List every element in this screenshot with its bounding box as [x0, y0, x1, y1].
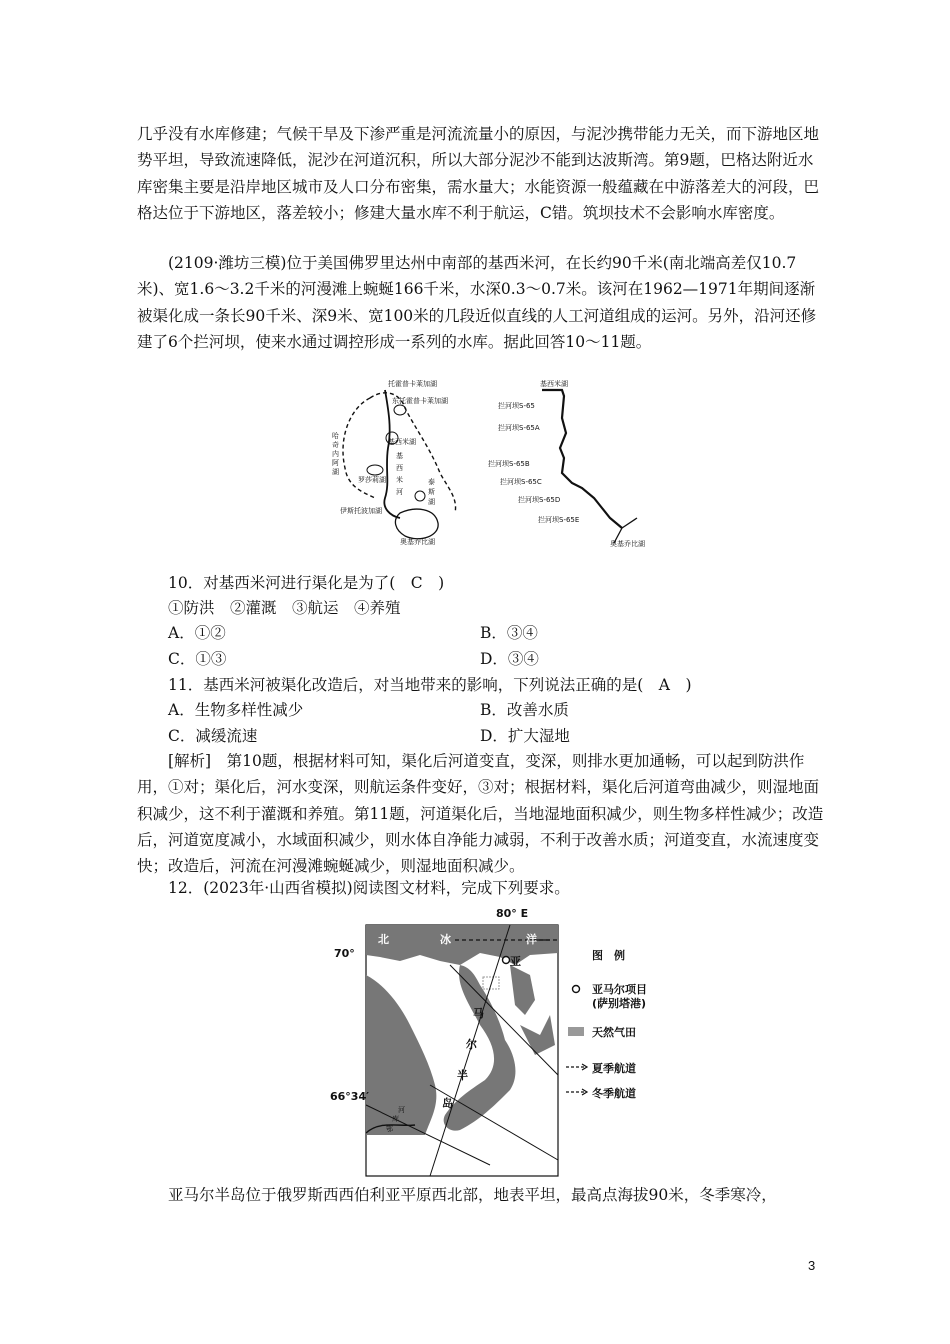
- map2-label: 拦河坝S-65C: [500, 478, 542, 486]
- map3-peninsula: 岛: [442, 1097, 453, 1110]
- map3-lat70: 70°: [334, 947, 355, 960]
- legend-title: 图 例: [592, 949, 625, 962]
- q11-option-c[interactable]: C．减缓流速: [168, 727, 258, 745]
- map1-label: 奥基乔比湖: [400, 538, 435, 546]
- map1-label: 泰: [428, 478, 435, 486]
- q12-stem: 12．(2023年·山西省模拟)阅读图文材料，完成下列要求。: [168, 879, 570, 897]
- legend-gas: 天然气田: [592, 1026, 636, 1039]
- map2-label: 拦河坝S-65: [498, 402, 535, 410]
- map1-label: 河: [396, 488, 403, 496]
- kissimmee-basin-map: [330, 378, 470, 548]
- legend-project-port: (萨别塔港): [592, 997, 647, 1010]
- map3-peninsula: 半: [457, 1069, 468, 1082]
- map1-label: 罗莎莉湖: [358, 476, 386, 484]
- gas-field-icon: [568, 1027, 584, 1036]
- map1-label: 东托霍普卡莱加湖: [392, 397, 448, 405]
- map1-label: 哈: [332, 432, 339, 440]
- map1-label: 米: [396, 476, 403, 484]
- q10-option-c[interactable]: C．①③: [168, 650, 227, 668]
- q11-option-b[interactable]: B．改善水质: [480, 701, 569, 719]
- map1-label: 斯: [428, 488, 435, 496]
- map3-legend: [566, 948, 647, 1100]
- map1-label: 基西米湖: [388, 438, 416, 446]
- map2-label: 基西米湖: [540, 380, 568, 388]
- page-number: 3: [808, 1258, 816, 1273]
- map3-river: 鄂: [386, 1125, 393, 1133]
- analysis-paragraph-top: 几乎没有水库修建；气候干旱及下渗严重是河流流量小的原因，与泥沙携带能力无关，而下游地区地势平坦，导致流速降低，泥沙在河道沉积，所以大部分泥沙不能到达波斯湾。第9题，巴格达附近水库密集主要是沿岸地区城市及人口分布密集，需水量大；水能资源一般蕴藏在中游落差大的河段，巴格达位于下游地区，落差较小；修建大量水库不利于航运，C错。筑坝技术不会影响水库密度。: [137, 125, 820, 222]
- map1-label: 托霍普卡莱加湖: [388, 380, 437, 388]
- map1-label: 伊斯托波加湖: [340, 507, 382, 515]
- q11-option-d[interactable]: D．扩大湿地: [480, 727, 570, 745]
- map3-river: 河: [398, 1106, 405, 1114]
- map1-label: 基: [396, 452, 403, 460]
- map1-label: 湖: [428, 498, 435, 506]
- map1-label: 奇: [332, 441, 339, 449]
- map1-label: 阿: [332, 459, 339, 467]
- map2-label: 拦河坝S-65D: [518, 496, 561, 504]
- q10-option-d[interactable]: D．③④: [480, 650, 539, 668]
- map2-label: 拦河坝S-65A: [498, 424, 540, 432]
- yamal-passage: 亚马尔半岛位于俄罗斯西西伯利亚平原西北部，地表平坦，最高点海拔90米，冬季寒冷，: [168, 1186, 777, 1204]
- map1-label: 内: [332, 450, 339, 458]
- map3-sea: 洋: [526, 933, 537, 946]
- map2-label: 拦河坝S-65B: [488, 460, 530, 468]
- q11-stem: 11．基西米河被渠化改造后，对当地带来的影响，下列说法正确的是( A ): [168, 676, 692, 694]
- map3-peninsula: 亚: [510, 955, 521, 968]
- map2-label: 奥基乔比湖: [610, 540, 645, 548]
- channelized-river-map: [482, 378, 662, 548]
- map1-label: 西: [396, 464, 403, 472]
- project-icon: [573, 986, 580, 993]
- passage-kissimmee: (2109·潍坊三模)位于美国佛罗里达州中南部的基西米河，在长约90千米(南北端高差仅10.7米)、宽1.6～3.2千米的河漫滩上蜿蜒166千米，水深0.3～0.7米。该河在1962—1971年期间逐渐被渠化成一条长90千米、深9米、宽100米的几段近似直线的人工河道组成的运河。另外，沿河还修建了6个拦河坝，使来水通过调控形成一系列的水库。据此回答10～11题。: [137, 254, 817, 351]
- analysis-10-11: [解析] 第10题，根据材料可知，渠化后河道变直，变深，则排水更加通畅，可以起到防洪作用，①对；渠化后，河水变深，则航运条件变好，③对；根据材料，渠化后河道弯曲减少，则湿地面积减少，这不利于灌溉和养殖。第11题，河道渠化后，当地湿地面积减少，则生物多样性减少；改造后，河道宽度减小，水域面积减少，则水体自净能力减弱，不利于改善水质；河道变直，水流速度变快；改造后，河流在河漫滩蜿蜒减少，则湿地面积减少。: [137, 752, 824, 876]
- q10-items: ①防洪 ②灌溉 ③航运 ④养殖: [168, 599, 401, 617]
- map3-peninsula: 尔: [466, 1038, 477, 1051]
- legend-project: 亚马尔项目: [592, 983, 647, 996]
- map3-lat66: 66°34′: [330, 1090, 370, 1103]
- map1-label: 湖: [332, 468, 339, 476]
- map3-peninsula: 马: [473, 1007, 484, 1020]
- map3-sea: 北: [378, 933, 389, 946]
- map3-longitude: 80° E: [496, 907, 529, 920]
- map3-river: 库: [392, 1115, 399, 1123]
- map2-label: 拦河坝S-65E: [538, 516, 580, 524]
- q11-option-a[interactable]: A．生物多样性减少: [168, 701, 304, 719]
- legend-summer: 夏季航道: [592, 1062, 636, 1075]
- q10-option-a[interactable]: A．①②: [168, 624, 226, 642]
- q10-option-b[interactable]: B．③④: [480, 624, 538, 642]
- yamal-peninsula-map: [330, 905, 680, 1180]
- q10-stem: 10．对基西米河进行渠化是为了( C ): [168, 574, 445, 592]
- map3-sea: 冰: [440, 933, 451, 946]
- legend-winter: 冬季航道: [592, 1087, 636, 1100]
